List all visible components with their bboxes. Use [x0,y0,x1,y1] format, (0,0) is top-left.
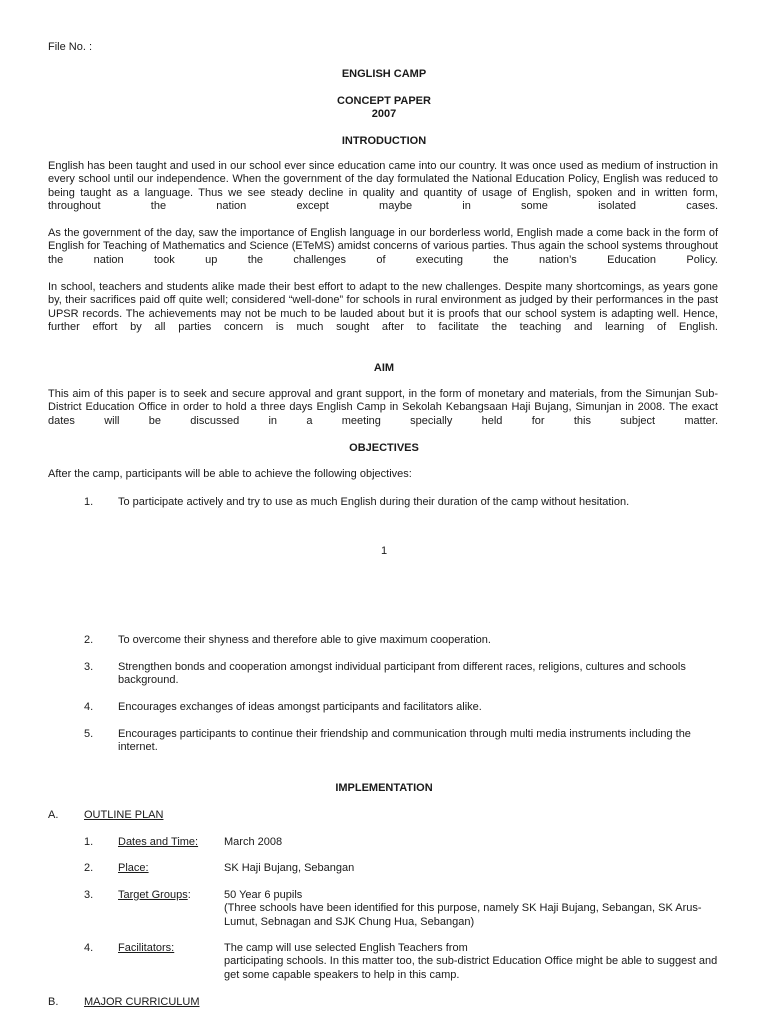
file-number-label: File No. : [48,41,93,53]
objective-number: 3. [84,661,94,673]
objective-number: 4. [84,701,94,713]
outline-item-number: 3. [84,889,94,901]
objectives-heading: OBJECTIVES [349,442,419,454]
introduction-heading: INTRODUCTION [341,135,427,147]
outline-item-value: SK Haji Bujang, Sebangan [224,862,355,874]
outline-item-number: 1. [84,836,94,848]
section-letter: B. [48,996,59,1008]
aim-heading: AIM [373,362,395,374]
outline-item-label: Facilitators: [118,942,175,954]
document-subtitle: CONCEPT PAPER [337,95,431,107]
outline-item-value: The camp will use selected English Teachers from participating schools. In this matter too, the sub-district Education Office might be able to suggest and get some capable speakers to help in this camp. [224,942,718,981]
outline-item-label: Target Groups: [118,889,191,901]
objectives-intro: After the camp, participants will be able to achieve the following objectives: [48,468,412,480]
outline-item-value: 50 Year 6 pupils (Three schools have been identified for this purpose, namely SK Haji Bujang, Sebangan, SK Arus-Lumut, Sebnagan and SJK Chung Hua, Sebangan) [224,889,702,928]
objective-text: Encourages participants to continue their friendship and communication through multi media instruments including the internet. [118,728,691,754]
objective-text: Strengthen bonds and cooperation amongst individual participant from different races, religions, cultures and schools background. [118,661,686,687]
objective-number: 1. [84,496,94,508]
document-title: ENGLISH CAMP [341,68,427,80]
aim-paragraph: This aim of this paper is to seek and secure approval and grant support, in the form of monetary and materials, from the Simunjan Sub-District Education Office in order to hold a three days English Camp in Sekolah Kebangsaan Haji Bujang, Simunjan in 2008. The exact dates will be discussed in a meeting specially held for this subject matter. [48,388,718,427]
objective-text: To overcome their shyness and therefore able to give maximum cooperation. [118,634,491,646]
outline-item-number: 4. [84,942,94,954]
section-letter: A. [48,809,59,821]
major-curriculum-heading: MAJOR CURRICULUM [84,996,200,1008]
document-year: 2007 [371,108,397,120]
objective-number: 5. [84,728,94,740]
outline-item-label: Dates and Time: [118,836,199,848]
objective-text: Encourages exchanges of ideas amongst participants and facilitators alike. [118,701,482,713]
outline-item-value: March 2008 [224,836,283,848]
outline-plan-heading: OUTLINE PLAN [84,809,164,821]
implementation-heading: IMPLEMENTATION [335,782,433,794]
introduction-paragraph-1: English has been taught and used in our school ever since education came into our country. It was once used as medium of instruction in every school until our independence. When the government of the day formulated the National Education Policy, English was reduced to being taught as a language. Thus we see steady decline in quality and quantity of usage of English, spoken and in written form, throughout the nation except maybe in some isolated cases. [48,160,718,213]
objective-number: 2. [84,634,94,646]
introduction-paragraph-2: As the government of the day, saw the importance of English language in our borderless world, English made a come back in the form of English for Teaching of Mathematics and Science (ETeMS) amidst concerns of various parties. Thus again the school systems throughout the nation took up the challenges of executing the nation’s Education Policy. [48,227,718,266]
outline-item-label: Place: [118,862,149,874]
outline-item-number: 2. [84,862,94,874]
objective-text: To participate actively and try to use as much English during their duration of the camp without hesitation. [118,496,630,508]
page-number: 1 [380,545,388,557]
introduction-paragraph-3: In school, teachers and students alike made their best effort to adapt to the new challenges. Despite many shortcomings, as years gone by, their sacrifices paid off quite well; considered “well-done” for schools in rural environment as judged by their performances in the past UPSR records. The achievements may not be much to be lauded about but it is proofs that our school system is adapting well. Hence, further effort by all parties concern is much sought after to facilitate the teaching and learning of English. [48,281,718,334]
